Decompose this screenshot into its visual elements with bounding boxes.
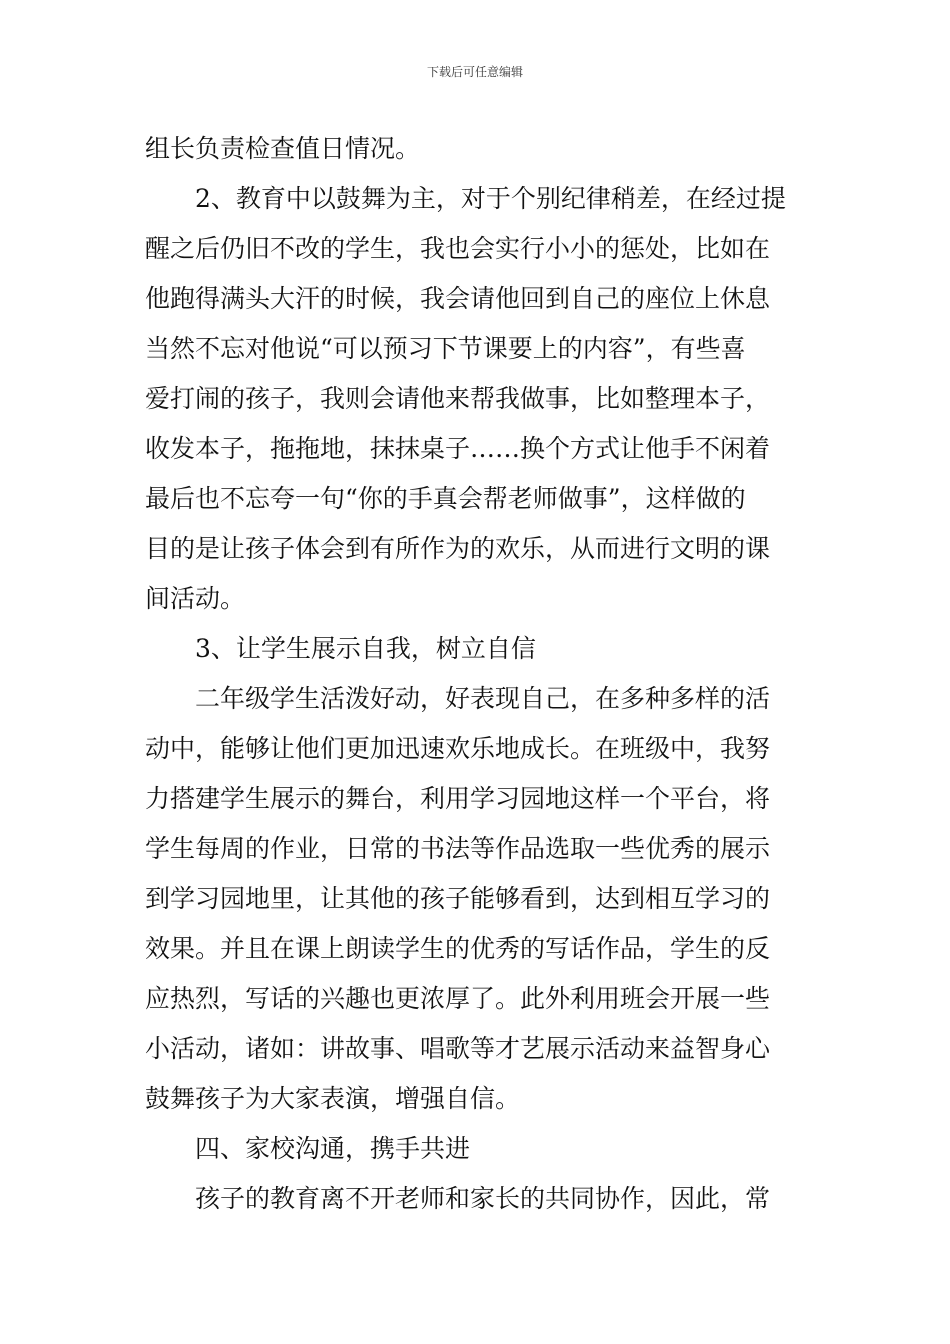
text-line: 2、教育中以鼓舞为主，对于个别纪律稍差，在经过提 xyxy=(195,184,786,213)
text-line: 目的是让孩子体会到有所作为的欢乐，从而进行文明的课 xyxy=(145,534,771,563)
section-heading: 四、家校沟通，携手共进 xyxy=(195,1134,471,1163)
text-line: 组长负责检查值日情况。 xyxy=(145,134,421,163)
section-heading: 3、让学生展示自我，树立自信 xyxy=(195,634,536,663)
document-body xyxy=(145,124,810,1224)
text-line: 鼓舞孩子为大家表演，增强自信。 xyxy=(145,1084,521,1113)
text-line: 爱打闹的孩子，我则会请他来帮我做事，比如整理本子， xyxy=(145,384,771,413)
text-line: 应热烈，写话的兴趣也更浓厚了。此外利用班会开展一些 xyxy=(145,984,771,1013)
text-line: 收发本子，拖拖地，抹抹桌子……换个方式让他手不闲着 xyxy=(145,434,771,463)
text-line: 当然不忘对他说“可以预习下节课要上的内容”，有些喜 xyxy=(145,334,746,363)
text-line: 二年级学生活泼好动，好表现自己，在多种多样的活 xyxy=(195,684,771,713)
text-line: 孩子的教育离不开老师和家长的共同协作，因此，常 xyxy=(195,1184,771,1213)
page-header: 下载后可任意编辑 xyxy=(426,65,523,79)
text-line: 力搭建学生展示的舞台，利用学习园地这样一个平台，将 xyxy=(145,784,771,813)
text-line: 动中，能够让他们更加迅速欢乐地成长。在班级中，我努 xyxy=(145,734,771,763)
text-line: 他跑得满头大汗的时候，我会请他回到自己的座位上休息 xyxy=(145,284,771,313)
text-line: 小活动，诸如：讲故事、唱歌等才艺展示活动来益智身心 xyxy=(145,1034,771,1063)
text-line: 学生每周的作业，日常的书法等作品选取一些优秀的展示 xyxy=(145,834,771,863)
text-line: 效果。并且在课上朗读学生的优秀的写话作品，学生的反 xyxy=(145,934,771,963)
text-line: 最后也不忘夸一句“你的手真会帮老师做事”，这样做的 xyxy=(145,484,746,513)
text-line: 醒之后仍旧不改的学生，我也会实行小小的惩处，比如在 xyxy=(145,234,771,263)
text-line: 间活动。 xyxy=(145,584,246,613)
text-line: 到学习园地里，让其他的孩子能够看到，达到相互学习的 xyxy=(145,884,771,913)
